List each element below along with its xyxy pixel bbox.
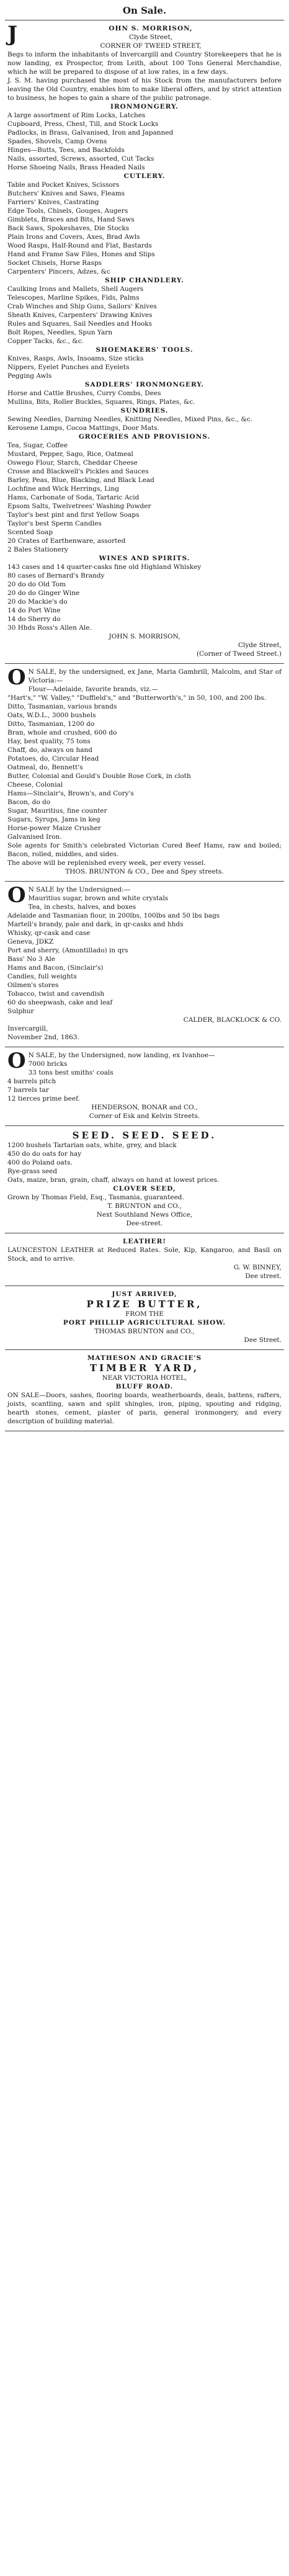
- ad-text-block: Dee Street.: [244, 1336, 282, 1344]
- ad-text-block: JOHN S. MORRISON,: [109, 633, 180, 640]
- ad-text-block: A large assortment of Rim Locks, Latches Cupboard, Press, Chest, Till, and Stock Locks Padlocks, in Brass, Galvanised, Iron and Japanned Spades, Shovels, Camp Ovens Hinges—Butts, Tees, and Backfolds Nails, assorted, Screws, assorted, Cut Tacks Horse Shoeing Nails, Brass Headed Nails: [7, 112, 174, 171]
- ad-text-block: Mauritius sugar, brown and white crystals Tea, in chests, halves, and boxes Adelaide and Tasmanian flour, in 200lbs, 100lbs and 50 lbs bags Martell's brandy, pale and dark, in qr-casks and hhds Whisky, qr-cask and case Geneva, JDKZ Port and sherry, (Amontillado) in qrs Bass' No 3 Ale Hams and Bacon, (Sinclair's) Candles, full weights Oilmen's stores Tobacco, twist and cavendish 60 do sheepwash, cake and leaf Sulphur: [7, 895, 220, 1015]
- drop-cap: O: [7, 665, 26, 690]
- ad-text-block: TIMBER YARD,: [89, 1362, 200, 1374]
- ad-text-block: Knives, Rasps, Awls, Insoams, Size sticks Nippers, Eyelet Punches and Eyelets Pegging Awls: [7, 355, 144, 380]
- ad-text-block: 1200 bushels Tartarian oats, white, grey, and black 450 do do oats for hay 400 do Poland oats. Rye-grass seed Oats, maize, bran, grain, chaff, always on hand at lowest prices.: [7, 1142, 220, 1184]
- ad-text-block: SHOEMAKERS' TOOLS.: [96, 346, 193, 354]
- ad-text-block: SHIP CHANDLERY.: [105, 277, 184, 284]
- ad-text-block: Grown by Thomas Field, Esq., Tasmania, guaranteed.: [7, 1194, 184, 1201]
- ad-text-block: SEED. SEED. SEED.: [72, 1130, 217, 1141]
- ad-text-block: J. S. M. having purchased the most of his Stock from the manufacturers before leaving the Old Country, enables him to make liberal offers, and by strict attention to business, he hopes to gain a share of the public patronage.: [7, 77, 282, 102]
- ad-text-block: N SALE, by the undersigned, ex Jane, Maria Gambrill, Malcolm, and Star of Victoria:—: [28, 668, 282, 684]
- ad-text-block: Clyde Street,: [129, 34, 173, 41]
- ad-text-block: PRIZE BUTTER,: [86, 1299, 203, 1310]
- ad-text-block: BLUFF ROAD.: [115, 1383, 174, 1390]
- ad-text-block: JUST ARRIVED,: [112, 1290, 177, 1298]
- ad-text-block: THOS. BRUNTON & CO., Dee and Spey streets.: [65, 868, 224, 875]
- ad-text-block: N SALE, by the Undersigned, now landing, ex Ivanhoe—: [28, 1052, 215, 1059]
- drop-cap: O: [7, 883, 26, 908]
- ad-text-block: LAUNCESTON LEATHER at Reduced Rates. Sole, Kip, Kangaroo, and Basil on Stock, and to arrive.: [7, 1246, 282, 1263]
- ad-text-block: G. W. BINNEY, Dee street.: [233, 1264, 282, 1280]
- advertisements: [5, 20, 284, 1431]
- ad-text-block: The above will be replenished every week, per every vessel.: [7, 859, 206, 867]
- page-title: On Sale.: [5, 2, 284, 20]
- ad-text-block: N SALE by the Undersigned:—: [28, 886, 131, 893]
- ad-text-block: Sole agents for Smith's celebrated Victorian Cured Beef Hams, raw and boiled; Bacon, rolled, middles, and sides.: [7, 842, 282, 858]
- ad-text-block: T. BRUNTON and CO., Next Southland News Office, Dee-street.: [96, 1202, 193, 1227]
- advertisement: [5, 664, 284, 882]
- ad-text-block: Begs to inform the inhabitants of Invercargill and Country Storekeepers that he is now landing, ex Prospector, from Leith, about 100 Tons General Merchandise, which he will be prepared to dispose of at low rates, in a few days.: [7, 51, 282, 76]
- ad-text-block: Table and Pocket Knives, Scissors Butchers' Knives and Saws, Fleams Farriers' Knives, Castrating Edge Tools, Chisels, Gouges, Augers Gimblets, Braces and Bits, Hand Saws Back Saws, Spokeshaves, Die Stocks Plain Irons and Covers, Axes, Brad Awls Wood Rasps, Half-Round and Flat, Bastards Hand and Frame Saw Files, Hones and Slips Socket Chisels, Horse Rasps Carpenters' Pincers, Adzes, &c: [7, 181, 155, 275]
- ad-text-block: PORT PHILLIP AGRICULTURAL SHOW.: [63, 1319, 226, 1326]
- ad-text-block: CORNER OF TWEED STREET,: [100, 42, 202, 50]
- drop-cap: O: [7, 1049, 26, 1073]
- ad-text-block: Flour—Adelaide, favorite brands, viz.— "Hart's," "W. Valley," "Duffield's," and "Butterworth's," in 50, 100, and 200 lbs. Ditto, Tasmanian, various brands Oats, W.D.L., 3000 bushels Ditto, Tasmanian, 1200 do Bran, whole and crushed, 600 do Hay, best quality, 75 tons Chaff, do, always on hand Potatoes, do, Circular Head Oatmeal, do, Bennett's Butter, Colonial and Gould's Double Rose Cork, in cloth Cheese, Colonial Hams—Sinclair's, Brown's, and Cory's Bacon, do do Sugar, Mauritius, fine counter Sugars, Syrups, Jams in keg Horse-power Maize Crusher Galvanised Iron.: [7, 686, 267, 841]
- advertisement: [5, 1286, 284, 1350]
- ad-text-block: HENDERSON, BONAR and CO., Corner of Esk and Kelvin Streets.: [89, 1104, 200, 1120]
- ad-text-block: FROM THE: [125, 1310, 164, 1318]
- ad-text-block: CALDER, BLACKLOCK & CO.: [183, 1016, 282, 1024]
- ad-text-block: Caulking Irons and Mallets, Shell Augers Telescopes, Marline Spikes, Fids, Palms Crab Winches and Ship Guns, Sailors' Knives Sheath Knives, Carpenters' Drawing Knives Rules and Squares, Sail Needles and Hooks Bolt Ropes, Needles, Spun Yarn Copper Tacks, &c., &c.: [7, 285, 157, 345]
- newspaper-column: [5, 0, 284, 1431]
- ad-text-block: 7000 bricks 33 tons best smiths' coals 4 barrels pitch 7 barrels tar 12 tierces prime beef.: [7, 1060, 113, 1102]
- advertisement: [5, 1047, 284, 1126]
- ad-text-block: Tea, Sugar, Coffee Mustard, Pepper, Sago, Rice, Oatmeal Oswego Flour, Starch, Cheddar Cheese Crosse and Blackwell's Pickles and Sauces Barley, Peas, Blue, Blacking, and Black Lead Lochfine and Wick Herrings, Ling Hams, Carbonate of Soda, Tartaric Acid Epsom Salts, Twelvetrees' Washing Powder Taylor's best pint and first Yellow Soaps Taylor's best Sperm Candles Scented Soap 20 Crates of Earthenware, assorted 2 Bales Stationery: [7, 442, 154, 553]
- ad-text-block: GROCERIES AND PROVISIONS.: [78, 433, 211, 441]
- advertisement: [5, 1126, 284, 1233]
- ad-text-block: NEAR VICTORIA HOTEL,: [102, 1374, 187, 1382]
- ad-text-block: SUNDRIES.: [120, 407, 169, 414]
- drop-cap: J: [7, 22, 18, 47]
- ad-text-block: ON SALE—Doors, sashes, flooring boards, weatherboards, deals, battens, rafters, joists, scantling, sawn and split shingles, iron, piping, spouting and ridging, hearth stones, cement, plaster of paris, general ironmongery, and every description of building material.: [7, 1392, 282, 1425]
- ad-text-block: Invercargill, November 2nd, 1863.: [7, 1025, 79, 1041]
- ad-text-block: SADDLERS' IRONMONGERY.: [84, 381, 205, 388]
- advertisement: [5, 1350, 284, 1431]
- ad-text-block: CLOVER SEED,: [113, 1185, 176, 1192]
- ad-text-block: WINES AND SPIRITS.: [99, 555, 190, 562]
- advertisement: [5, 882, 284, 1047]
- ad-text-block: Horse and Cattle Brushes, Curry Combs, Dees Mullins, Bits, Roller Buckles, Squares, Rings, Plates, &c.: [7, 390, 195, 406]
- ad-text-block: OHN S. MORRISON,: [109, 25, 193, 32]
- ad-text-block: Clyde Street, (Corner of Tweed Street.): [197, 642, 282, 658]
- ad-text-block: IRONMONGERY.: [110, 103, 179, 110]
- ad-text-block: LEATHER!: [122, 1238, 167, 1245]
- advertisement: [5, 20, 284, 664]
- ad-text-block: Sewing Needles, Darning Needles, Knitting Needles, Mixed Pins, &c., &c. Kerosene Lamps, Cocoa Mattings, Door Mats.: [7, 416, 253, 432]
- ad-text-block: THOMAS BRUNTON and CO.,: [94, 1328, 195, 1335]
- ad-text-block: 143 cases and 14 quarter-casks fine old Highland Whiskey 80 cases of Bernard's Brandy 20 do do Old Tom 20 do do Ginger Wine 20 do Mackie's do 14 do Port Wine 14 do Sherry do 30 Hhds Ross's Allen Ale.: [7, 563, 202, 632]
- advertisement: [5, 1233, 284, 1286]
- ad-text-block: CUTLERY.: [123, 172, 166, 180]
- ad-text-block: MATHESON AND GRACIE'S: [87, 1354, 202, 1362]
